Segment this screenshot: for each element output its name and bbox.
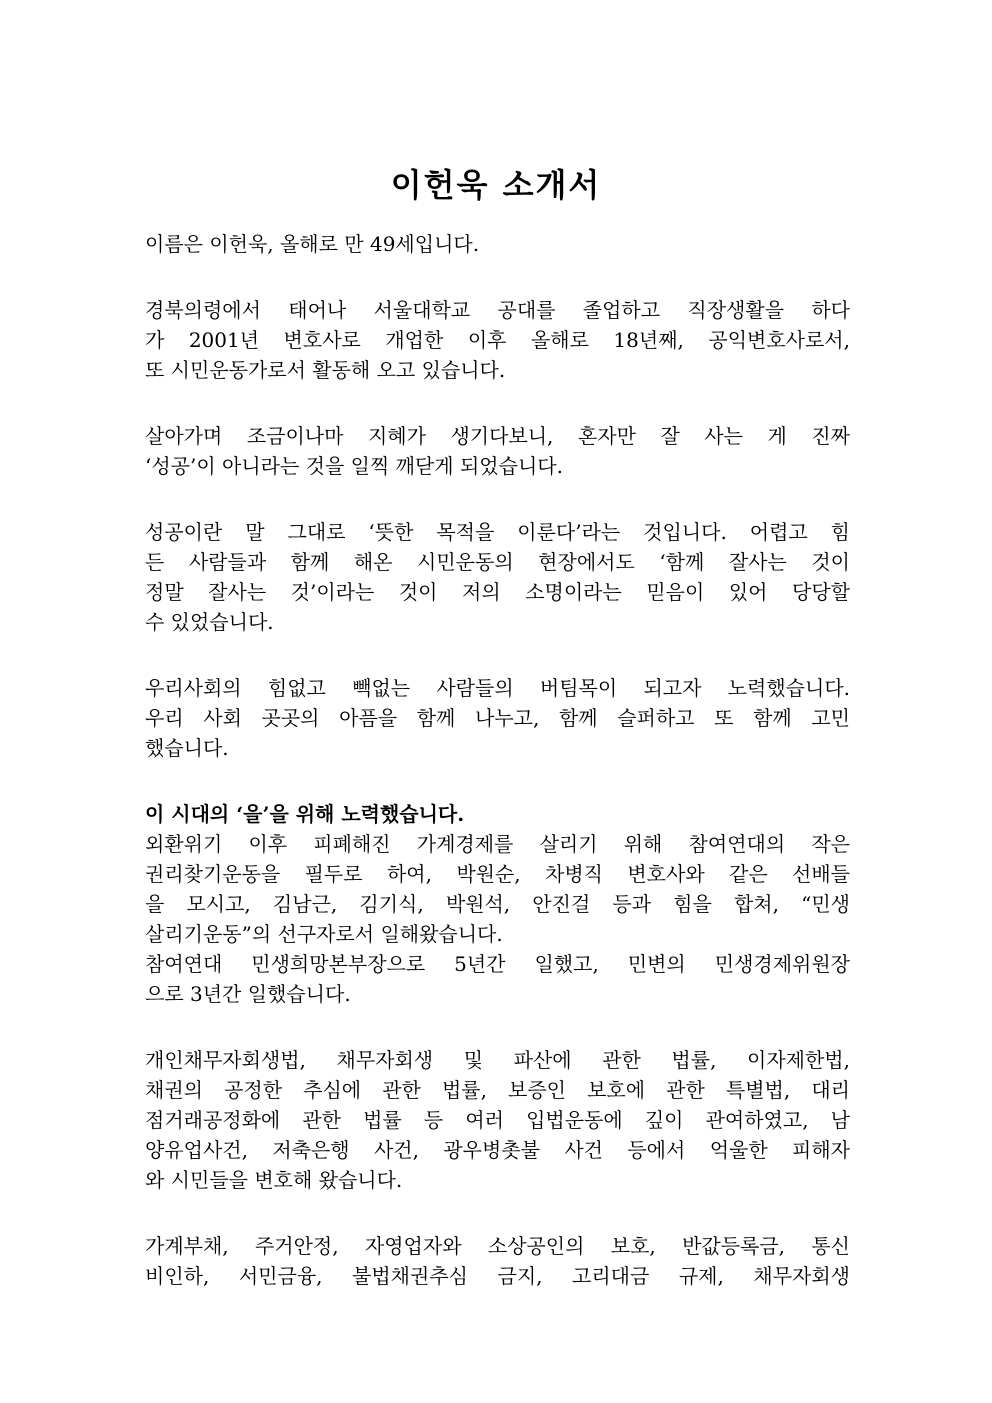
paragraph-line: 성공이란 말 그대로 ‘뜻한 목적을 이룬다’라는 것입니다. 어렵고 힘 [145, 520, 850, 544]
paragraph-line: 살아가며 조금이나마 지혜가 생기다보니, 혼자만 잘 사는 게 진짜 [145, 424, 850, 448]
paragraph-line: 으로 3년간 일했습니다. [145, 982, 351, 1006]
paragraph-line: 우리 사회 곳곳의 아픔을 함께 나누고, 함께 슬퍼하고 또 함께 고민 [145, 706, 850, 730]
paragraph-line: 이름은 이헌욱, 올해로 만 49세입니다. [145, 232, 480, 256]
paragraph-line: 개인채무자회생법, 채무자회생 및 파산에 관한 법률, 이자제한법, [145, 1048, 850, 1072]
paragraph-line: 또 시민운동가로서 활동해 오고 있습니다. [145, 358, 506, 382]
section-heading: 이 시대의 ‘을’을 위해 노력했습니다. [145, 802, 465, 826]
paragraph-line: 비인하, 서민금융, 불법채권추심 금지, 고리대금 규제, 채무자회생 [145, 1264, 850, 1288]
paragraph-line: 경북의령에서 태어나 서울대학교 공대를 졸업하고 직장생활을 하다 [145, 298, 850, 322]
paragraph-line: 든 사람들과 함께 해온 시민운동의 현장에서도 ‘함께 잘사는 것이 [145, 550, 850, 574]
paragraph-line: ‘성공’이 아니라는 것을 일찍 깨닫게 되었습니다. [145, 454, 563, 478]
paragraph-line: 외환위기 이후 피폐해진 가계경제를 살리기 위해 참여연대의 작은 [145, 832, 850, 856]
paragraph-line: 채권의 공정한 추심에 관한 법률, 보증인 보호에 관한 특별법, 대리 [145, 1078, 850, 1102]
paragraph-line: 가 2001년 변호사로 개업한 이후 올해로 18년째, 공익변호사로서, [145, 328, 850, 352]
paragraph-line: 권리찾기운동을 필두로 하여, 박원순, 차병직 변호사와 같은 선배들 [145, 862, 850, 886]
document-title: 이헌욱 소개서 [390, 166, 602, 204]
paragraph-line: 살리기운동”의 선구자로서 일해왔습니다. [145, 922, 503, 946]
paragraph-line: 양유업사건, 저축은행 사건, 광우병촛불 사건 등에서 억울한 피해자 [145, 1138, 850, 1162]
paragraph-line: 우리사회의 힘없고 빽없는 사람들의 버팀목이 되고자 노력했습니다. [145, 676, 850, 700]
paragraph-line: 와 시민들을 변호해 왔습니다. [145, 1168, 403, 1192]
paragraph-line: 가계부채, 주거안정, 자영업자와 소상공인의 보호, 반값등록금, 통신 [145, 1234, 850, 1258]
paragraph-line: 참여연대 민생희망본부장으로 5년간 일했고, 민변의 민생경제위원장 [145, 952, 850, 976]
paragraph-line: 을 모시고, 김남근, 김기식, 박원석, 안진걸 등과 힘을 합쳐, “민생 [145, 892, 850, 916]
paragraph-line: 정말 잘사는 것’이라는 것이 저의 소명이라는 믿음이 있어 당당할 [145, 580, 850, 604]
paragraph-line: 수 있었습니다. [145, 610, 274, 634]
paragraph-line: 점거래공정화에 관한 법률 등 여러 입법운동에 깊이 관여하였고, 남 [145, 1108, 850, 1132]
paragraph-line: 했습니다. [145, 736, 229, 760]
document-body [145, 229, 850, 1291]
